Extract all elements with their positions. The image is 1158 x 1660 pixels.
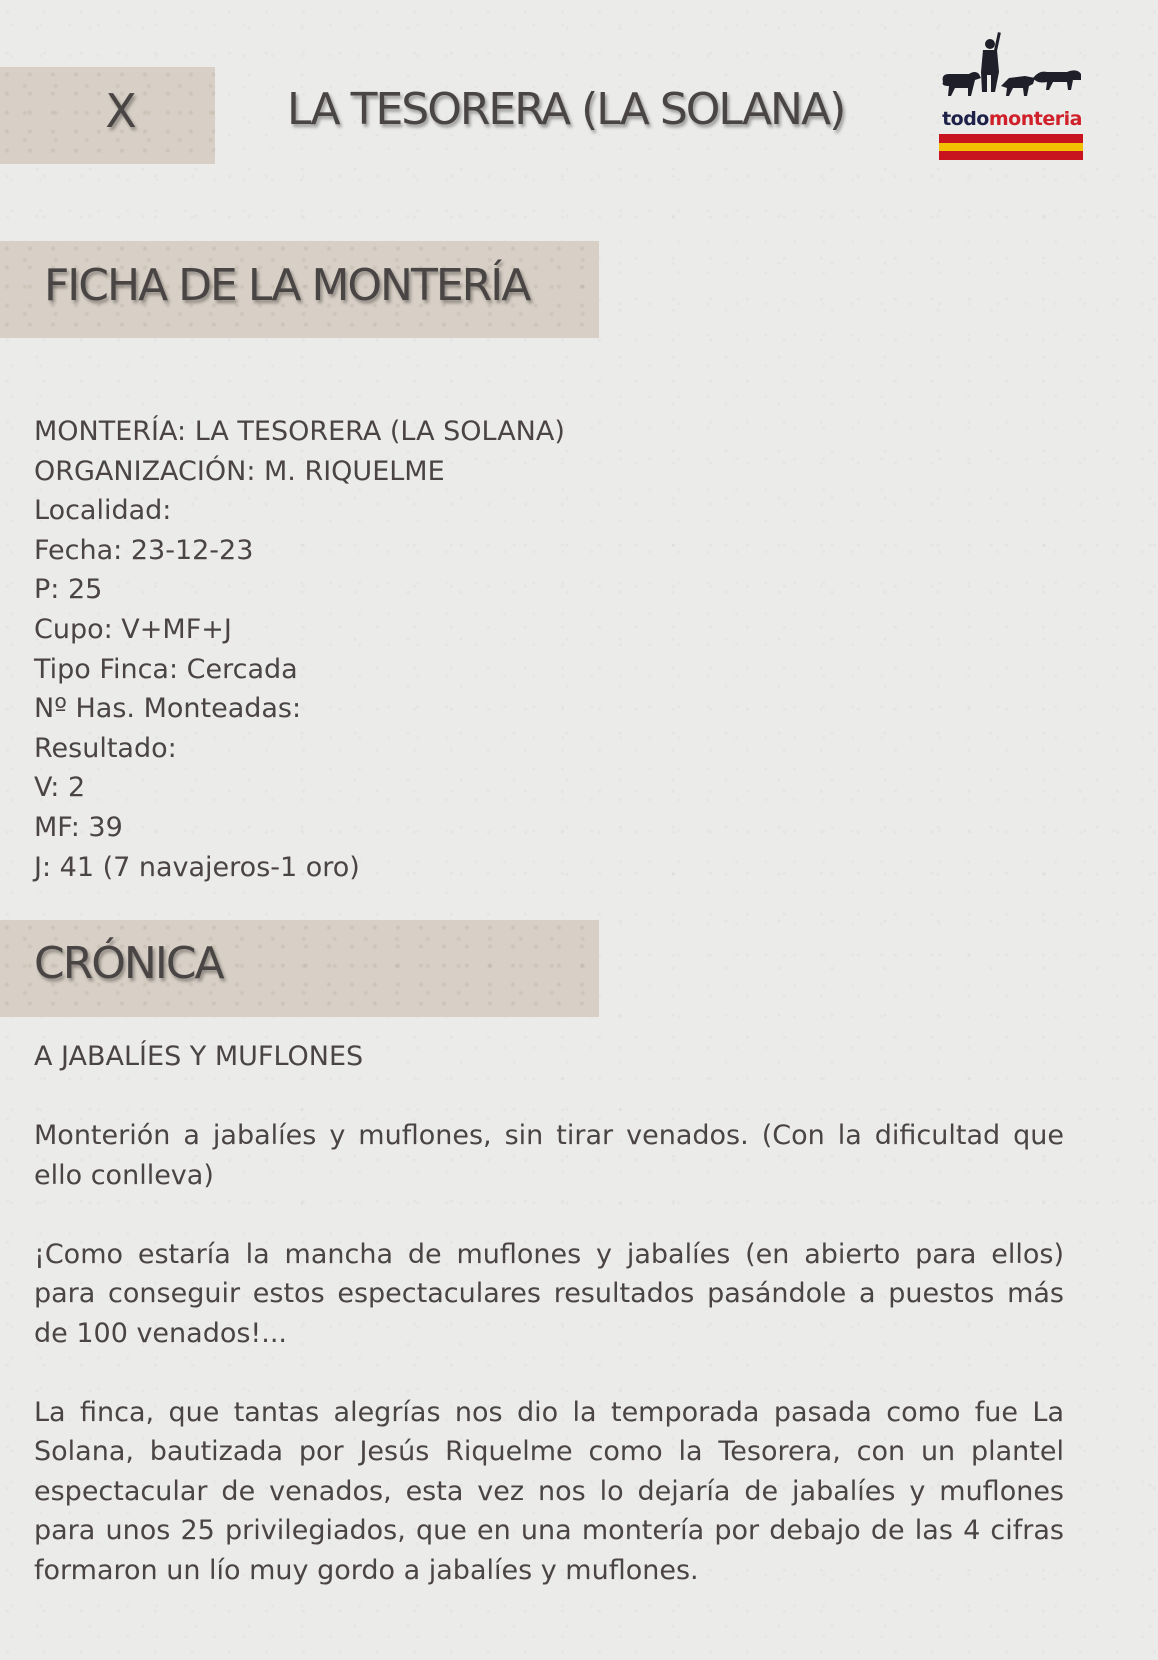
cronica-paragraph: La finca, que tantas alegrías nos dio la temporada pasada como fue La Solana, bautizada por Jesús Riquelme como la Tesorera, con un plantel espectacular de venados, esta vez nos lo dejaría de jabalíes y muflones para unos 25 privilegiados, que en una montería por debajo de las 4 cifras formaron un lío muy gordo a jabalíes y muflones. [34, 1396, 1064, 1586]
ficha-line-cupo: Cupo: V+MF+J [34, 613, 232, 645]
cronica-subtitle: A JABALÍES Y MUFLONES [34, 1041, 364, 1072]
ficha-line-localidad: Localidad: [34, 495, 172, 527]
ficha-title: FICHA DE LA MONTERÍA [44, 260, 530, 311]
ficha-line-fecha: Fecha: 23-12-23 [34, 534, 254, 566]
ficha-line-venados: V: 2 [34, 772, 86, 804]
spain-flag-icon [939, 134, 1083, 160]
ficha-line-resultado: Resultado: [34, 732, 177, 764]
ficha-line-tipo-finca: Tipo Finca: Cercada [34, 653, 298, 685]
ficha-line-organizacion: ORGANIZACIÓN: M. RIQUELME [34, 455, 445, 487]
cronica-title: CRÓNICA [34, 938, 223, 989]
cronica-paragraph: ¡Como estaría la mancha de muflones y jabalíes (en abierto para ellos) para conseguir estos espectaculares resultados pasándole a puestos más de 100 venados!... [34, 1238, 1064, 1349]
cronica-body [34, 1037, 1064, 1630]
ficha-line-jabalies: J: 41 (7 navajeros-1 oro) [34, 851, 360, 883]
ficha-line-puestos: P: 25 [34, 574, 103, 606]
chapter-number: X [105, 84, 135, 138]
ficha-line-muflones: MF: 39 [34, 811, 123, 843]
page-title: LA TESORERA (LA SOLANA) [287, 84, 845, 135]
logo-monteria: monteria [988, 108, 1082, 130]
ficha-list [34, 412, 565, 887]
ficha-line-monteria: MONTERÍA: LA TESORERA (LA SOLANA) [34, 416, 565, 447]
logo-todo: todo [942, 108, 989, 130]
ficha-line-hectareas: Nº Has. Monteadas: [34, 693, 302, 725]
logo-wordmark [937, 108, 1087, 130]
cronica-paragraph: Monterión a jabalíes y muflones, sin tirar venados. (Con la dificultad que ello conlleva) [34, 1120, 1064, 1191]
